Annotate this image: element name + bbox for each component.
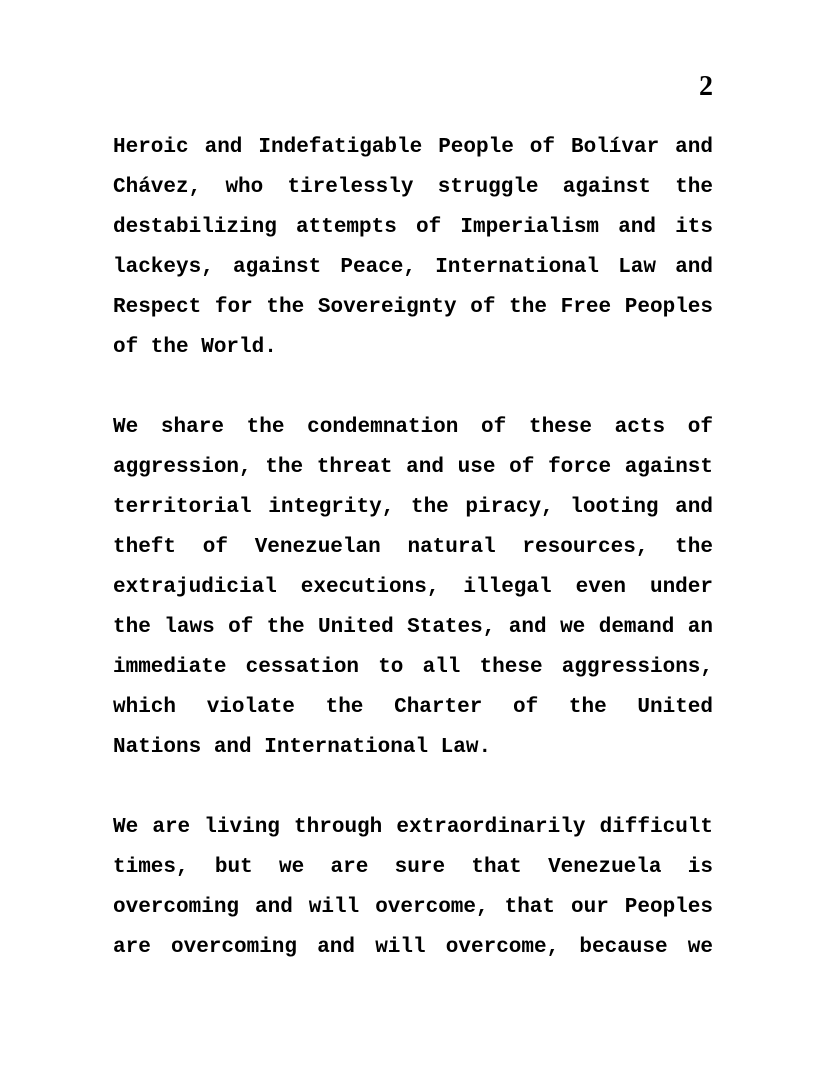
text-line: We share the condemnation of these acts of	[113, 416, 713, 439]
text-line: immediate cessation to all these aggressions,	[113, 656, 713, 679]
page-number: 2	[699, 71, 713, 102]
text-line: times, but we are sure that Venezuela is	[113, 856, 713, 879]
document-body	[113, 128, 713, 968]
paragraph	[113, 128, 713, 368]
text-line: territorial integrity, the piracy, looting and	[113, 496, 713, 519]
text-line: Heroic and Indefatigable People of Bolívar and	[113, 136, 713, 159]
text-line: extrajudicial executions, illegal even under	[113, 576, 713, 599]
text-line: the laws of the United States, and we demand an	[113, 616, 713, 639]
paragraph	[113, 408, 713, 768]
text-line: overcoming and will overcome, that our Peoples	[113, 896, 713, 919]
text-line: theft of Venezuelan natural resources, the	[113, 536, 713, 559]
text-line: destabilizing attempts of Imperialism and its	[113, 216, 713, 239]
text-line: lackeys, against Peace, International Law and	[113, 256, 713, 279]
text-line: of the World.	[113, 336, 277, 359]
text-line: We are living through extraordinarily difficult	[113, 816, 713, 839]
text-line: are overcoming and will overcome, because we	[113, 936, 713, 959]
text-line: Respect for the Sovereignty of the Free Peoples	[113, 296, 713, 319]
text-line: which violate the Charter of the United	[113, 696, 713, 719]
paragraph	[113, 808, 713, 968]
text-line: aggression, the threat and use of force against	[113, 456, 713, 479]
text-line: Chávez, who tirelessly struggle against the	[113, 176, 713, 199]
text-line: Nations and International Law.	[113, 736, 492, 759]
